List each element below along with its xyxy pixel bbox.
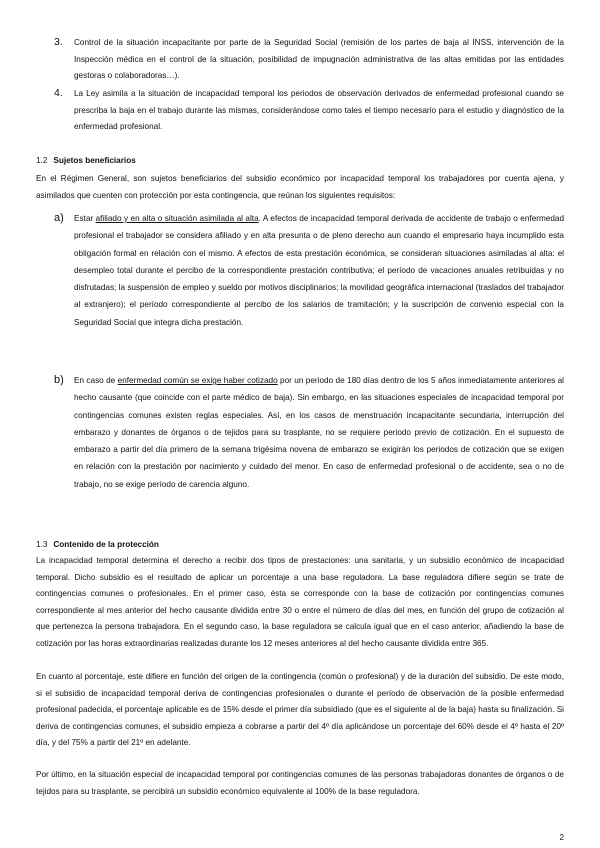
body-paragraph: La incapacidad temporal determina el derecho a recibir dos tipos de prestaciones: una sanitaria, y un subsidio económico de incapacidad temporal. Dicho subsidio es el resultado de aplicar un porcentaje a una base reguladora. La base reguladora difiere según se trate de contingencias comunes o profesionales. En el primer caso, ésta se corresponde con la base de cotización por contingencias comunes correspondiente al mes anterior del hecho causante dividida entre 30 o entre el número de días del mes, en función del grupo de cotización al que pertenezca la persona trabajadora. En el segundo caso, la base reguladora se calcula igual que en el caso anterior, añadiendo la base de cotización por las horas extraordinarias realizadas durante los 12 meses anteriores al del hecho causante dividida entre 365. — [36, 556, 564, 648]
section-number: 1.3 — [36, 540, 48, 549]
list-item-text: Control de la situación incapacitante por parte de la Seguridad Social (remisión de los partes de baja al INSS, intervención de la Inspección médica en el control de la situación, posibilidad de impugnación administrativa de las altas emitidas por las entidades gestoras o colaboradoras…). — [74, 38, 564, 81]
underlined-phrase: enfermedad común se exige haber cotizado — [117, 376, 278, 385]
item-letter: b) — [54, 374, 64, 386]
section-heading-1-3 — [36, 537, 159, 554]
requirement-item-b — [36, 372, 564, 493]
body-paragraph: Por último, en la situación especial de incapacidad temporal por contingencias comunes de las personas trabajadoras donantes de órganos o de tejidos para su trasplante, se percibirá un subsidio económico equivalente al 100% de la base reguladora. — [36, 770, 564, 796]
item-text: En caso de enfermedad común se exige haber cotizado por un periodo de 180 días dentro de los 5 años inmediatamente anteriores al hecho causante (que coincide con el parte médico de baja). Sin embargo, en las situaciones especiales de incapacidad temporal por contingencias comunes existen reglas especiales. Así, en los casos de menstruación incapacitante secundaria, interrupción del embarazo y donantes de órganos o de tejidos para su trasplante, no se requiere periodo previo de cotización. En el supuesto de embarazo a partir del día primero de la semana trigésima novena de embarazo se exigirán los periodos de cotización que se exigen en relación con la prestación por nacimiento y cuidado del menor. En caso de enfermedad profesional o de accidente, sea o no de trabajo, no se exige período de carencia alguno. — [74, 376, 564, 489]
requirement-item-a — [36, 210, 564, 331]
section-title: Sujetos beneficiarios — [53, 156, 136, 165]
section-intro-paragraph: En el Régimen General, son sujetos beneficiarios del subsidio económico por incapacidad temporal los trabajadores por cuenta ajena, y asimilados que cuenten con protección por esta contingencia, que reúnan los siguientes requisitos: — [36, 174, 564, 200]
section-title: Contenido de la protección — [53, 540, 159, 549]
list-number: 4. — [54, 87, 63, 99]
page-number: 2 — [559, 833, 564, 842]
section-number: 1.2 — [36, 156, 48, 165]
section-heading-1-2 — [36, 153, 136, 170]
item-text: Estar afiliado y en alta o situación asimilada al alta. A efectos de incapacidad temporal derivada de accidente de trabajo o enfermedad profesional el trabajador se considera afiliado y en alta presunta o de pleno derecho aun cuando el empresario haya incumplido esta obligación formal en relación con el mismo. A efectos de esta prestación económica, se consideran situaciones asimiladas al alta: el desempleo total durante el percibo de la correspondiente prestación contributiva; el período de vacaciones anuales retribuidas y no disfrutadas; la suspensión de empleo y sueldo por motivos disciplinarios; la movilidad geográfica internacional (traslados del trabajador al extranjero); el período correspondiente al percibo de los salarios de tramitación; y la suscripción de convenio especial con la Seguridad Social que integra dicha prestación. — [74, 214, 565, 327]
underlined-phrase: afiliado y en alta o situación asimilada al alta — [95, 214, 259, 223]
item-letter: a) — [54, 212, 64, 224]
list-item-3 — [34, 35, 564, 85]
list-item-4 — [34, 86, 564, 136]
body-paragraph: En cuanto al porcentaje, este difiere en función del origen de la contingencia (común o profesional) y de la duración del subsidio. De este modo, si el subsidio de incapacidad temporal deriva de contingencias profesionales o durante el período de observación de la posible enfermedad profesional padecida, el porcentaje aplicable es de 15% desde el primer día subsidiado (que es el siguiente al de la baja) hasta su finalización. Si deriva de contingencias comunes, el subsidio empieza a cobrarse a partir del 4º día aplicándose un porcentaje del 60% desde el 4º hasta el 20º día, y del 75% a partir del 21º en adelante. — [36, 672, 564, 748]
list-number: 3. — [54, 36, 63, 48]
list-item-text: La Ley asimila a la situación de incapacidad temporal los periodos de observación derivados de enfermedad profesional cuando se prescriba la baja en el trabajo durante las mismas, considerándose como tales el tiempo necesario para el estudio y diagnóstico de la enfermedad profesional. — [74, 89, 564, 132]
